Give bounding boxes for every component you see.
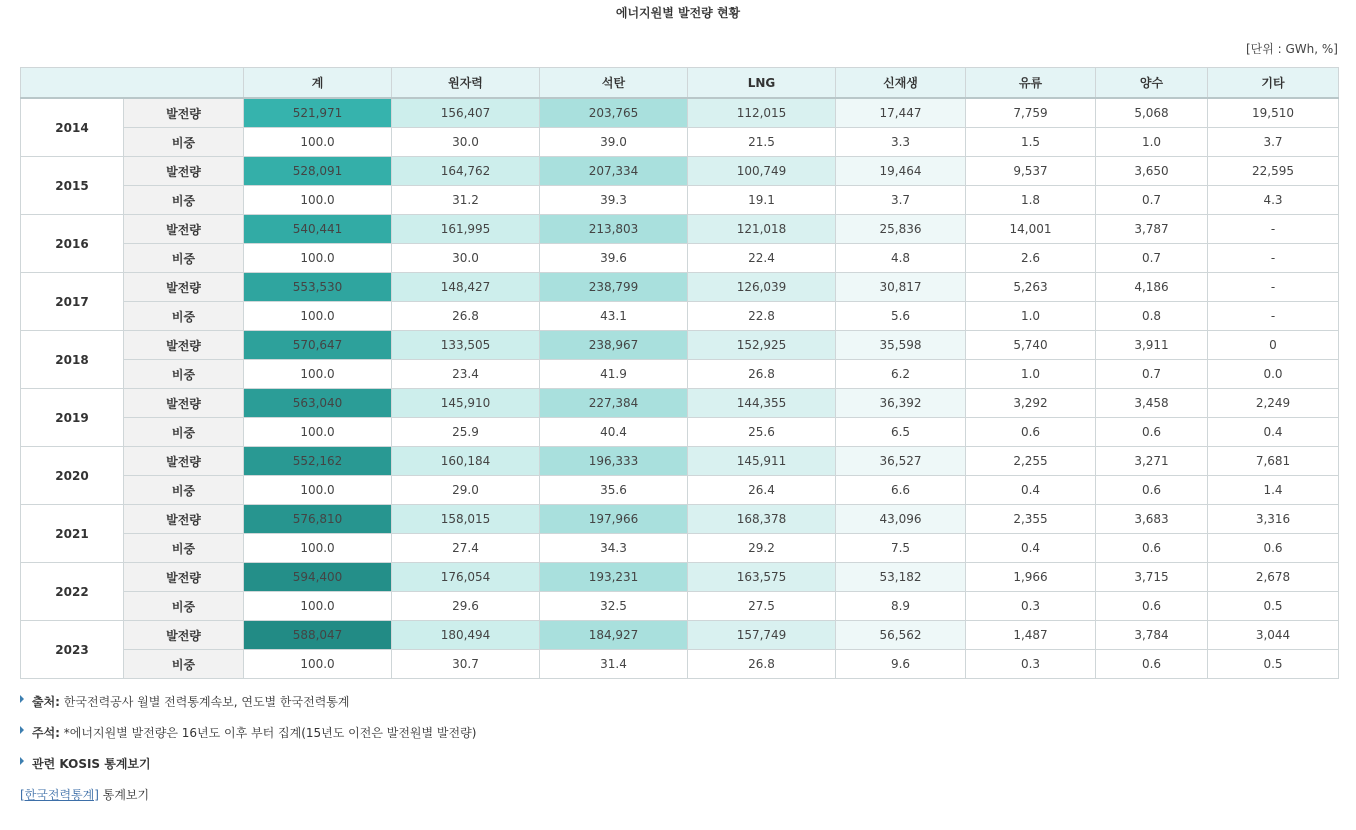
table-cell: 126,039	[688, 273, 836, 302]
table-cell: 1.5	[966, 128, 1096, 157]
table-cell: 207,334	[540, 157, 688, 186]
share-row	[21, 650, 1339, 679]
table-cell: 121,018	[688, 215, 836, 244]
table-cell: 9.6	[836, 650, 966, 679]
table-cell: 19,464	[836, 157, 966, 186]
table-cell: 39.3	[540, 186, 688, 215]
table-cell: 14,001	[966, 215, 1096, 244]
column-header: 기타	[1208, 68, 1339, 99]
table-cell: 29.0	[392, 476, 540, 505]
table-cell: 40.4	[540, 418, 688, 447]
table-cell: 6.5	[836, 418, 966, 447]
table-cell: 3,292	[966, 389, 1096, 418]
table-cell: 3,316	[1208, 505, 1339, 534]
table-cell: 9,537	[966, 157, 1096, 186]
table-cell: 144,355	[688, 389, 836, 418]
table-cell: 3.3	[836, 128, 966, 157]
share-row	[21, 302, 1339, 331]
table-cell: 552,162	[244, 447, 392, 476]
remark-text: *에너지원별 발전량은 16년도 이후 부터 집계(15년도 이전은 발전원별 발전량)	[59, 726, 477, 740]
generation-label: 발전량	[124, 505, 244, 534]
source-label: 출처:	[32, 695, 60, 709]
table-cell: 0.6	[1096, 476, 1208, 505]
table-cell: 1.0	[966, 302, 1096, 331]
column-header: LNG	[688, 68, 836, 99]
table-cell: 100.0	[244, 244, 392, 273]
share-row	[21, 534, 1339, 563]
table-cell: 2,355	[966, 505, 1096, 534]
table-cell: 3,271	[1096, 447, 1208, 476]
table-cell: -	[1208, 244, 1339, 273]
table-cell: 0.7	[1096, 244, 1208, 273]
table-cell: 43.1	[540, 302, 688, 331]
source-text: 한국전력공사 월별 전력통계속보, 연도별 한국전력통계	[59, 695, 350, 709]
table-cell: 39.0	[540, 128, 688, 157]
table-cell: 26.8	[392, 302, 540, 331]
header-corner	[21, 68, 244, 99]
table-cell: 4,186	[1096, 273, 1208, 302]
year-cell: 2014	[21, 98, 124, 157]
share-label: 비중	[124, 534, 244, 563]
table-cell: 0	[1208, 331, 1339, 360]
kosis-link-suffix: 통계보기	[98, 788, 150, 802]
table-cell: 594,400	[244, 563, 392, 592]
year-cell: 2020	[21, 447, 124, 505]
column-header: 원자력	[392, 68, 540, 99]
table-cell: 203,765	[540, 98, 688, 128]
generation-label: 발전량	[124, 389, 244, 418]
share-label: 비중	[124, 418, 244, 447]
table-cell: 3,458	[1096, 389, 1208, 418]
table-cell: 100.0	[244, 650, 392, 679]
table-cell: 2,255	[966, 447, 1096, 476]
table-cell: 53,182	[836, 563, 966, 592]
generation-row	[21, 621, 1339, 650]
remark-label: 주석:	[32, 726, 60, 740]
table-cell: 145,910	[392, 389, 540, 418]
share-row	[21, 186, 1339, 215]
table-cell: 157,749	[688, 621, 836, 650]
column-header: 계	[244, 68, 392, 99]
year-cell: 2018	[21, 331, 124, 389]
generation-label: 발전량	[124, 215, 244, 244]
table-cell: 100.0	[244, 128, 392, 157]
table-cell: 1,487	[966, 621, 1096, 650]
table-cell: 0.3	[966, 592, 1096, 621]
table-cell: 563,040	[244, 389, 392, 418]
table-cell: 17,447	[836, 98, 966, 128]
notes-section	[20, 692, 476, 805]
table-cell: 27.5	[688, 592, 836, 621]
table-cell: 0.0	[1208, 360, 1339, 389]
table-cell: 197,966	[540, 505, 688, 534]
year-cell: 2023	[21, 621, 124, 679]
table-cell: 0.4	[1208, 418, 1339, 447]
table-cell: 184,927	[540, 621, 688, 650]
table-cell: 0.5	[1208, 592, 1339, 621]
table-cell: 3,683	[1096, 505, 1208, 534]
share-label: 비중	[124, 650, 244, 679]
share-label: 비중	[124, 592, 244, 621]
year-cell: 2017	[21, 273, 124, 331]
table-cell: 6.6	[836, 476, 966, 505]
table-cell: 30,817	[836, 273, 966, 302]
table-cell: 1.0	[1096, 128, 1208, 157]
year-cell: 2019	[21, 389, 124, 447]
table-cell: 22.8	[688, 302, 836, 331]
table-cell: 3.7	[1208, 128, 1339, 157]
generation-label: 발전량	[124, 98, 244, 128]
table-cell: 4.8	[836, 244, 966, 273]
table-cell: 3,784	[1096, 621, 1208, 650]
table-cell: 3.7	[836, 186, 966, 215]
table-cell: 0.8	[1096, 302, 1208, 331]
table-cell: 6.2	[836, 360, 966, 389]
unit-label: [단위 : GWh, %]	[1245, 42, 1338, 56]
table-cell: 3,787	[1096, 215, 1208, 244]
column-header: 유류	[966, 68, 1096, 99]
table-cell: 2,678	[1208, 563, 1339, 592]
table-cell: 3,715	[1096, 563, 1208, 592]
bullet-icon	[20, 695, 24, 703]
energy-generation-table	[20, 67, 1339, 679]
table-cell: 56,562	[836, 621, 966, 650]
table-cell: 528,091	[244, 157, 392, 186]
generation-label: 발전량	[124, 563, 244, 592]
table-cell: 100,749	[688, 157, 836, 186]
year-cell: 2016	[21, 215, 124, 273]
table-cell: 19,510	[1208, 98, 1339, 128]
table-cell: 39.6	[540, 244, 688, 273]
column-header: 신재생	[836, 68, 966, 99]
table-cell: 5,068	[1096, 98, 1208, 128]
table-cell: 35.6	[540, 476, 688, 505]
table-header-row	[21, 68, 1339, 99]
share-row	[21, 476, 1339, 505]
table-cell: 156,407	[392, 98, 540, 128]
table-cell: 4.3	[1208, 186, 1339, 215]
table-cell: 133,505	[392, 331, 540, 360]
share-label: 비중	[124, 244, 244, 273]
year-cell: 2015	[21, 157, 124, 215]
table-cell: 29.6	[392, 592, 540, 621]
generation-row	[21, 563, 1339, 592]
table-cell: 5,263	[966, 273, 1096, 302]
table-cell: 193,231	[540, 563, 688, 592]
table-cell: 36,392	[836, 389, 966, 418]
table-cell: 30.0	[392, 128, 540, 157]
table-cell: 176,054	[392, 563, 540, 592]
table-cell: 158,015	[392, 505, 540, 534]
table-cell: 22.4	[688, 244, 836, 273]
generation-row	[21, 98, 1339, 128]
share-label: 비중	[124, 476, 244, 505]
year-cell: 2022	[21, 563, 124, 621]
table-cell: 0.3	[966, 650, 1096, 679]
table-cell: 25.9	[392, 418, 540, 447]
table-cell: 100.0	[244, 302, 392, 331]
generation-row	[21, 273, 1339, 302]
table-cell: 100.0	[244, 592, 392, 621]
table-cell: 112,015	[688, 98, 836, 128]
table-cell: 238,967	[540, 331, 688, 360]
table-cell: 0.4	[966, 476, 1096, 505]
table-cell: 164,762	[392, 157, 540, 186]
table-cell: 30.7	[392, 650, 540, 679]
table-cell: 100.0	[244, 476, 392, 505]
table-cell: 1.4	[1208, 476, 1339, 505]
table-cell: 23.4	[392, 360, 540, 389]
table-cell: 43,096	[836, 505, 966, 534]
table-cell: 238,799	[540, 273, 688, 302]
table-cell: 180,494	[392, 621, 540, 650]
table-cell: 19.1	[688, 186, 836, 215]
table-cell: 3,911	[1096, 331, 1208, 360]
share-label: 비중	[124, 186, 244, 215]
table-cell: 8.9	[836, 592, 966, 621]
generation-row	[21, 331, 1339, 360]
table-cell: 7,681	[1208, 447, 1339, 476]
table-cell: 25.6	[688, 418, 836, 447]
generation-row	[21, 505, 1339, 534]
table-cell: 34.3	[540, 534, 688, 563]
share-row	[21, 360, 1339, 389]
table-cell: 163,575	[688, 563, 836, 592]
table-cell: 152,925	[688, 331, 836, 360]
table-cell: 0.7	[1096, 360, 1208, 389]
bullet-icon	[20, 726, 24, 734]
table-cell: 168,378	[688, 505, 836, 534]
table-cell: 2,249	[1208, 389, 1339, 418]
generation-row	[21, 447, 1339, 476]
table-cell: 7,759	[966, 98, 1096, 128]
table-cell: 41.9	[540, 360, 688, 389]
table-cell: 160,184	[392, 447, 540, 476]
table-cell: 5,740	[966, 331, 1096, 360]
table-cell: 100.0	[244, 186, 392, 215]
table-cell: 0.6	[1208, 534, 1339, 563]
bullet-icon	[20, 757, 24, 765]
table-cell: 1.8	[966, 186, 1096, 215]
table-cell: 570,647	[244, 331, 392, 360]
share-label: 비중	[124, 128, 244, 157]
table-cell: 0.6	[966, 418, 1096, 447]
table-cell: 576,810	[244, 505, 392, 534]
share-row	[21, 592, 1339, 621]
generation-label: 발전량	[124, 273, 244, 302]
table-cell: 213,803	[540, 215, 688, 244]
table-cell: 3,044	[1208, 621, 1339, 650]
table-cell: 521,971	[244, 98, 392, 128]
share-row	[21, 128, 1339, 157]
table-cell: 36,527	[836, 447, 966, 476]
generation-label: 발전량	[124, 157, 244, 186]
table-cell: 29.2	[688, 534, 836, 563]
table-cell: 0.6	[1096, 592, 1208, 621]
table-cell: 21.5	[688, 128, 836, 157]
kepco-stats-link[interactable]: [한국전력통계]	[20, 788, 99, 802]
table-cell: 5.6	[836, 302, 966, 331]
kosis-label: 관련 KOSIS 통계보기	[32, 757, 151, 771]
table-cell: -	[1208, 302, 1339, 331]
table-cell: 2.6	[966, 244, 1096, 273]
column-header: 양수	[1096, 68, 1208, 99]
column-header: 석탄	[540, 68, 688, 99]
year-cell: 2021	[21, 505, 124, 563]
table-cell: 553,530	[244, 273, 392, 302]
table-cell: 26.8	[688, 360, 836, 389]
remark-note	[20, 723, 476, 754]
table-cell: 30.0	[392, 244, 540, 273]
share-row	[21, 244, 1339, 273]
table-cell: 0.6	[1096, 418, 1208, 447]
generation-row	[21, 215, 1339, 244]
table-cell: 588,047	[244, 621, 392, 650]
table-cell: 540,441	[244, 215, 392, 244]
generation-label: 발전량	[124, 331, 244, 360]
table-cell: 100.0	[244, 360, 392, 389]
kosis-link-row	[20, 785, 476, 805]
table-cell: 1,966	[966, 563, 1096, 592]
table-cell: 0.6	[1096, 534, 1208, 563]
generation-label: 발전량	[124, 447, 244, 476]
table-cell: 31.4	[540, 650, 688, 679]
table-cell: 26.8	[688, 650, 836, 679]
kosis-note	[20, 754, 476, 785]
table-cell: 0.4	[966, 534, 1096, 563]
table-cell: 25,836	[836, 215, 966, 244]
table-cell: 26.4	[688, 476, 836, 505]
table-cell: 35,598	[836, 331, 966, 360]
share-label: 비중	[124, 302, 244, 331]
table-cell: 27.4	[392, 534, 540, 563]
table-cell: 148,427	[392, 273, 540, 302]
table-cell: 7.5	[836, 534, 966, 563]
table-cell: 100.0	[244, 534, 392, 563]
table-cell: 0.5	[1208, 650, 1339, 679]
table-cell: 227,384	[540, 389, 688, 418]
table-cell: 22,595	[1208, 157, 1339, 186]
page-title: 에너지원별 발전량 현황	[615, 6, 741, 20]
table-cell: 0.7	[1096, 186, 1208, 215]
table-cell: 31.2	[392, 186, 540, 215]
table-cell: 1.0	[966, 360, 1096, 389]
table-cell: 196,333	[540, 447, 688, 476]
share-label: 비중	[124, 360, 244, 389]
table-cell: 100.0	[244, 418, 392, 447]
table-cell: -	[1208, 215, 1339, 244]
share-row	[21, 418, 1339, 447]
table-cell: 145,911	[688, 447, 836, 476]
source-note	[20, 692, 476, 723]
table-cell: 3,650	[1096, 157, 1208, 186]
table-cell: -	[1208, 273, 1339, 302]
generation-label: 발전량	[124, 621, 244, 650]
table-cell: 0.6	[1096, 650, 1208, 679]
table-cell: 32.5	[540, 592, 688, 621]
table-cell: 161,995	[392, 215, 540, 244]
generation-row	[21, 157, 1339, 186]
generation-row	[21, 389, 1339, 418]
